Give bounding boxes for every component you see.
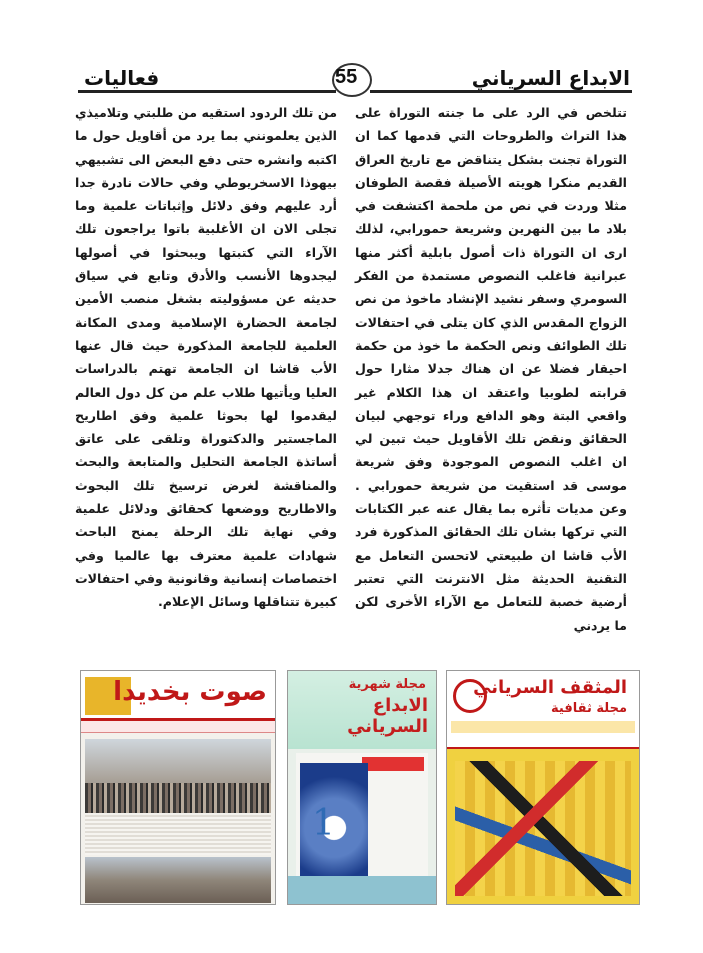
- cover-bottom-bar: [288, 876, 436, 904]
- page-number: 55: [335, 66, 358, 88]
- header-rule-right: [370, 90, 632, 93]
- page-header: [70, 66, 630, 96]
- magazine-cover-blue: [287, 670, 437, 905]
- newspaper-strip: [81, 721, 275, 733]
- section-title: فعاليات: [84, 66, 160, 90]
- article-text-right: تتلخص في الرد على ما جنته التوراة على هذا التراث والطروحات التي قدمها كما ان التوراة تجنت بشكل يتناقض مع تاريخ العراق القديم منكرا هويته الأصيلة فقصة الطوفان مثلا وردت في نص من ملحمة اكتشفت في بلاد ما بين النهرين وشريعة حمورابي، لذلك ارى ان التوراة ذات أصول بابلية أكثر منها عبرانية فاغلب النصوص مستمدة من الفكر السومري وسفر نشيد الإنشاد ماخوذ من نص الزواج المقدس الذي كان يتلى في احتفالات تلك الطوائف ونص الحكمة ما خوذ من حكمة احيقار فضلا عن ان هناك جدلا مثارا حول قرابته لطوبيا واعتقد ان هذا الكلام غير واقعي البتة وهو الدافع وراء توجهي لبيان الحقائق ونقض تلك الأقاويل حيث تبين لي ان اغلب النصوص الموجودة وفق شريعة موسى قد استقيت من شريعة حمورابي . وعن مديات تأثره بما يقال عنه عبر الكتابات التي تركها بشان تلك الحقائق المذكورة فرد الأب قاشا ان طبيعتي لاتحسن التعامل مع التقنية الحديثة مثل الانترنت التي تعتبر أرضية خصبة للتعامل مع الآراء الأخرى لكن ما يردني: [355, 105, 627, 633]
- magazine-b-info-strip: [451, 721, 635, 733]
- magazine-b-subtitle: مجلة ثقافية: [551, 701, 627, 716]
- magazine-b-title: المثقف السرياني: [473, 677, 627, 698]
- cover-images: [80, 670, 640, 905]
- newspaper-photo: [85, 739, 271, 813]
- newspaper-masthead: [81, 671, 275, 721]
- newspaper-text-block: [85, 815, 271, 855]
- magazine-cover-yellow: [446, 670, 640, 905]
- newspaper-title: صوت بخديدا: [113, 677, 267, 707]
- newspaper-photo-2: [85, 857, 271, 903]
- magazine-title: الابداع السرياني: [471, 66, 630, 90]
- magazine-cover-title: الابداع السرياني: [347, 695, 428, 737]
- magazine-b-artwork: [455, 761, 631, 896]
- magazine-b-header: [447, 671, 639, 749]
- newspaper-headline-area: [81, 733, 275, 737]
- magazine-cover-body: [296, 753, 428, 876]
- issue-number: 1: [312, 803, 335, 844]
- magazine-top-line: مجلة شهرية: [348, 677, 426, 692]
- article-column-left: [75, 101, 337, 614]
- header-rule-left: [78, 90, 336, 93]
- magazine-cover-top: [288, 671, 436, 749]
- cover-red-banner: [362, 757, 424, 771]
- article-column-right: [355, 101, 627, 637]
- article-text-left: من تلك الردود استقيه من طلبتي وتلاميذي الذين يعلمونني بما يرد من أقاويل حول ما اكتبه وانشره حتى دفع البعض الى تشبيهي بيهوذا الاسخريوطي وفي حالات نادرة جدا أرد عليهم وفق دلائل وإثباتات علمية وما تجلى الان ان الأغلبية باتوا يراجعون تلك الآراء التي كتبتها ويبحثوا في أصولها ليجدوها الأنسب والأدق وتابع في سياق حديثه عن مسؤوليته بشغل منصب الأمين لجامعة الحضارة الإسلامية ومدى المكانة العلمية للجامعة المذكورة حيث قال عنها الأب قاشا ان الجامعة تهتم بالدراسات العليا ويأتيها طلاب علم من كل دول العالم ليقدموا لها بحوثا علمية وفق اطاريح الماجستير والدكتوراة وتلقى على عاتق أساتذة الجامعة التحليل والمتابعة والبحث والمناقشة لغرض ترسيخ تلك البحوث والاطاريح ووضعها كحقائق ودلائل علمية وفي نهاية تلك الرحلة يمنح الباحث شهادات علمية معترف بها عالميا وفي اختصاصات إنسانية وقانونية وفي احتفالات كبيرة تتناقلها وسائل الإعلام.: [75, 105, 337, 610]
- newspaper-cover-image: [80, 670, 276, 905]
